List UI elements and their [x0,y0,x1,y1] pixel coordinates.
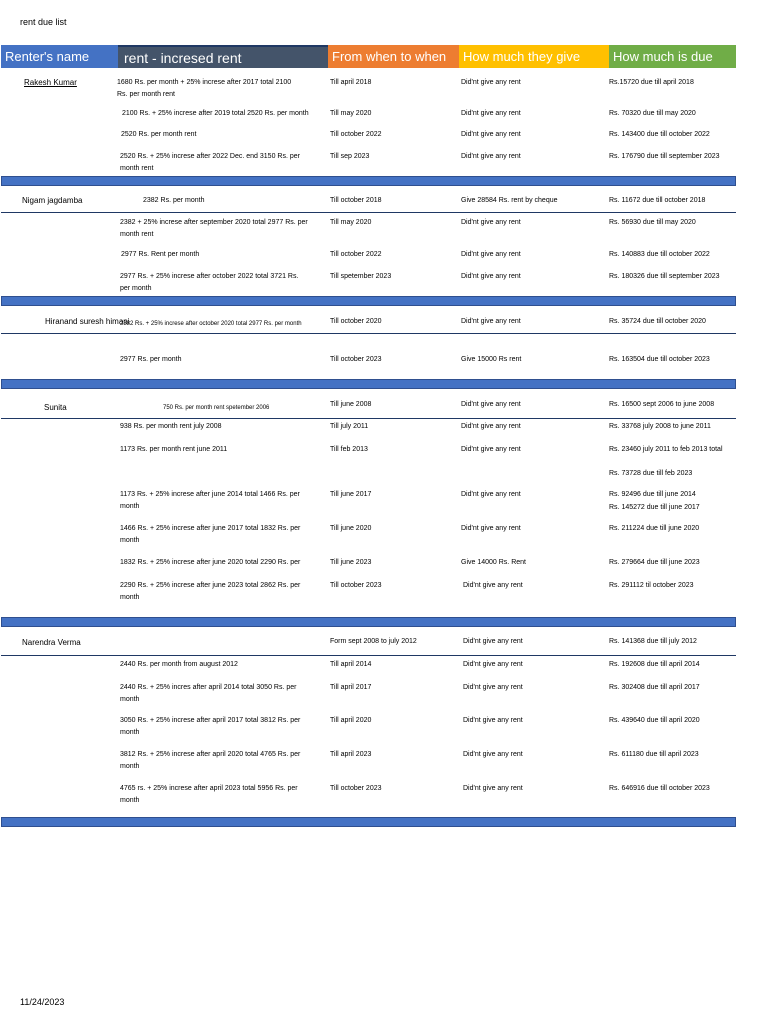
rent-cell: 1832 Rs. + 25% increse after june 2020 total 2290 Rs. per [120,559,301,566]
renter-name: Narendra Verma [22,638,81,647]
rent-cell: 3050 Rs. + 25% increse after april 2017 total 3812 Rs. per month [120,717,301,736]
rent-cell: 750 Rs. per month rent spetember 2006 [163,405,270,411]
due-cell: Rs. 73728 due till feb 2023 [609,470,693,477]
due-cell: Rs. 176790 due till september 2023 [609,153,720,160]
due-cell: Rs. 279664 due till june 2023 [609,559,700,566]
paid-cell: Give 15000 Rs rent [461,356,522,363]
renter-name: Nigam jagdamba [22,196,83,205]
table-header [1,45,736,68]
due-cell: Rs. 140883 due till october 2022 [609,251,710,258]
footer-date: 11/24/2023 [20,997,65,1007]
period-cell: Till june 2008 [330,401,372,408]
period-cell: Till feb 2013 [330,446,368,453]
paid-cell: Did'nt give any rent [461,491,521,498]
period-cell: Till sep 2023 [330,153,370,160]
period-cell: Till october 2023 [330,785,382,792]
paid-cell: Did'nt give any rent [461,251,521,258]
paid-cell: Did'nt give any rent [461,423,521,430]
due-cell: Rs. 646916 due till october 2023 [609,785,710,792]
paid-cell: Did'nt give any rent [463,638,523,645]
document-title: rent due list [20,17,67,27]
paid-cell: Did'nt give any rent [461,131,521,138]
paid-cell: Did'nt give any rent [461,525,521,532]
period-cell: Till october 2022 [330,251,382,258]
due-cell: Rs. 302408 due till april 2017 [609,684,700,691]
header-period: From when to when [328,45,459,68]
rent-cell: 2440 Rs. per month from august 2012 [120,661,238,668]
period-cell: Till october 2020 [330,318,382,325]
period-cell: Till may 2020 [330,219,372,226]
rent-cell: 1173 Rs. + 25% increse after june 2014 total 1466 Rs. per month [120,491,300,510]
paid-cell: Did'nt give any rent [463,661,523,668]
rent-cell: 1466 Rs. + 25% increse after june 2017 total 1832 Rs. per month [120,525,301,544]
paid-cell: Did'nt give any rent [461,153,521,160]
rent-cell: 2382 Rs. per month [143,197,205,204]
period-cell: Till july 2011 [330,423,369,430]
rent-cell: 2977 Rs. per month [120,356,182,363]
due-cell: Rs. 192608 due till april 2014 [609,661,700,668]
rent-cell: 2100 Rs. + 25% increse after 2019 total 2520 Rs. per month [122,110,309,117]
due-cell: Rs. 70320 due till may 2020 [609,110,696,117]
due-cell: Rs.15720 due till april 2018 [609,79,694,86]
row-separator [1,418,736,419]
period-cell: Till may 2020 [330,110,372,117]
rent-cell: 2977 Rs. + 25% increse after october 2022 total 3721 Rs. per month [120,273,299,292]
paid-cell: Did'nt give any rent [461,318,521,325]
renter-name: Hiranand suresh himani [45,317,130,326]
due-cell: Rs. 211224 due till june 2020 [609,525,700,532]
section-divider [1,817,736,827]
due-cell: Rs. 11672 due till october 2018 [609,197,706,204]
period-cell: Till october 2022 [330,131,382,138]
section-divider [1,379,736,389]
period-cell: Till october 2018 [330,197,382,204]
header-rent: rent - incresed rent [118,45,328,68]
period-cell: Till april 2020 [330,717,372,724]
due-cell: Rs. 56930 due till may 2020 [609,219,696,226]
due-cell: Rs. 143400 due till october 2022 [609,131,710,138]
section-divider [1,296,736,306]
section-divider [1,176,736,186]
paid-cell: Give 28584 Rs. rent by cheque [461,197,558,204]
due-cell: Rs. 145272 due till june 2017 [609,504,700,511]
rent-cell: 2520 Rs. per month rent [121,131,197,138]
period-cell: Till june 2023 [330,559,372,566]
section-divider [1,617,736,627]
rent-cell: 2382 Rs. + 25% increse after october 2020 total 2977 Rs. per month [120,321,302,327]
due-cell: Rs. 163504 due till october 2023 [609,356,710,363]
paid-cell: Did'nt give any rent [461,79,521,86]
paid-cell: Give 14000 Rs. Rent [461,559,526,566]
period-cell: Form sept 2008 to july 2012 [330,638,417,645]
paid-cell: Did'nt give any rent [461,219,521,226]
period-cell: Till april 2023 [330,751,372,758]
paid-cell: Did'nt give any rent [463,684,523,691]
header-due: How much is due [609,45,736,68]
period-cell: Till october 2023 [330,356,382,363]
period-cell: Till april 2014 [330,661,372,668]
header-renter-name: Renter's name [1,45,118,68]
row-separator [1,655,736,656]
period-cell: Till spetember 2023 [330,273,392,280]
paid-cell: Did'nt give any rent [463,785,523,792]
paid-cell: Did'nt give any rent [461,273,521,280]
header-paid: How much they give [459,45,609,68]
rent-cell: 938 Rs. per month rent july 2008 [120,423,222,430]
paid-cell: Did'nt give any rent [463,751,523,758]
period-cell: Till october 2023 [330,582,382,589]
due-cell: Rs. 33768 july 2008 to june 2011 [609,423,711,430]
rent-cell: 2520 Rs. + 25% increse after 2022 Dec. end 3150 Rs. per month rent [120,153,300,172]
due-cell: Rs. 92496 due till june 2014 [609,491,696,498]
renter-name: Rakesh Kumar [24,78,77,87]
due-cell: Rs. 35724 due till october 2020 [609,318,706,325]
period-cell: Till june 2020 [330,525,372,532]
row-separator [1,212,736,213]
period-cell: Till april 2018 [330,79,372,86]
paid-cell: Did'nt give any rent [461,446,521,453]
due-cell: Rs. 611180 due till april 2023 [609,751,699,758]
due-cell: Rs. 291112 til october 2023 [609,582,694,589]
due-cell: Rs. 439640 due till april 2020 [609,717,700,724]
rent-cell: 2440 Rs. + 25% incres after april 2014 total 3050 Rs. per month [120,684,297,703]
rent-cell: 2382 + 25% increse after september 2020 total 2977 Rs. per month rent [120,219,308,238]
paid-cell: Did'nt give any rent [461,110,521,117]
paid-cell: Did'nt give any rent [463,582,523,589]
paid-cell: Did'nt give any rent [461,401,521,408]
paid-cell: Did'nt give any rent [463,717,523,724]
due-cell: Rs. 23460 july 2011 to feb 2013 total [609,446,723,453]
rent-cell: 1680 Rs. per month + 25% increse after 2017 total 2100 Rs. per month rent [117,79,292,98]
rent-cell: 3812 Rs. + 25% increse after april 2020 total 4765 Rs. per month [120,751,301,770]
rent-cell: 4765 rs. + 25% increse after april 2023 total 5956 Rs. per month [120,785,298,804]
due-cell: Rs. 16500 sept 2006 to june 2008 [609,401,715,408]
due-cell: Rs. 180326 due till september 2023 [609,273,720,280]
rent-cell: 1173 Rs. per month rent june 2011 [120,446,228,453]
due-cell: Rs. 141368 due till july 2012 [609,638,697,645]
rent-cell: 2290 Rs. + 25% increse after june 2023 total 2862 Rs. per month [120,582,301,601]
renter-name: Sunita [44,403,67,412]
period-cell: Till april 2017 [330,684,372,691]
row-separator [1,333,736,334]
period-cell: Till june 2017 [330,491,372,498]
rent-cell: 2977 Rs. Rent per month [121,251,200,258]
